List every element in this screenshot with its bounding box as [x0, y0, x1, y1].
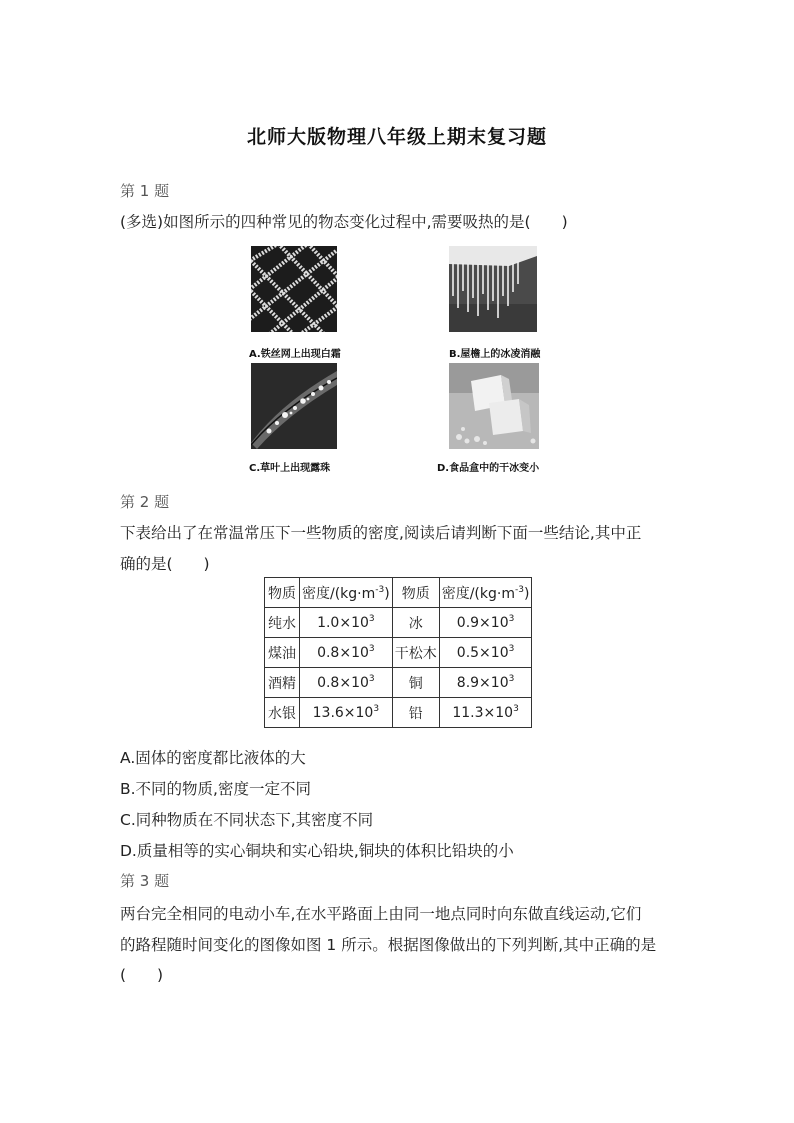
dew-on-grass-photo	[251, 363, 337, 449]
substance-cell: 铜	[392, 668, 439, 698]
substance-cell: 冰	[392, 608, 439, 638]
question-2-stem-line-1: 下表给出了在常温常压下一些物质的密度,阅读后请判断下面一些结论,其中正	[120, 524, 642, 542]
photo-caption-b: B.屋檐上的冰凌消融	[449, 349, 541, 360]
density-cell: $0.8\times 10^3$	[300, 668, 393, 698]
question-1-stem: (多选)如图所示的四种常见的物态变化过程中,需要吸热的是( )	[120, 213, 568, 231]
header-substance: 物质	[392, 578, 439, 608]
table-row	[265, 608, 532, 638]
header-substance: 物质	[265, 578, 300, 608]
density-cell: $0.5\times 10^3$	[439, 638, 532, 668]
question-3-heading: 第 3 题	[120, 872, 170, 890]
option-d: D.质量相等的实心铜块和实心铅块,铜块的体积比铅块的小	[120, 842, 514, 860]
melting-icicles-photo	[449, 246, 537, 332]
table-row	[265, 668, 532, 698]
option-b: B.不同的物质,密度一定不同	[120, 780, 311, 798]
question-1-heading: 第 1 题	[120, 182, 170, 200]
substance-cell: 铅	[392, 698, 439, 728]
density-cell: $8.9\times 10^3$	[439, 668, 532, 698]
page-title: 北师大版物理八年级上期末复习题	[246, 126, 547, 148]
header-density: 密度$/(kg\cdot m^{-3})$	[300, 578, 393, 608]
density-cell: $13.6\times 10^3$	[300, 698, 393, 728]
question-3-stem-line-2: 的路程随时间变化的图像如图 1 所示。根据图像做出的下列判断,其中正确的是	[120, 936, 657, 954]
option-a: A.固体的密度都比液体的大	[120, 749, 306, 767]
question-3-stem-line-3: ( )	[120, 966, 164, 984]
substance-cell: 水银	[265, 698, 300, 728]
density-cell: $0.9\times 10^3$	[439, 608, 532, 638]
density-table	[264, 577, 532, 728]
option-c: C.同种物质在不同状态下,其密度不同	[120, 811, 374, 829]
photo-caption-d: D.食品盒中的干冰变小	[437, 463, 540, 474]
substance-cell: 酒精	[265, 668, 300, 698]
substance-cell: 干松木	[392, 638, 439, 668]
question-3-stem-line-1: 两台完全相同的电动小车,在水平路面上由同一地点同时向东做直线运动,它们	[120, 905, 642, 923]
substance-cell: 煤油	[265, 638, 300, 668]
frost-wire-mesh-photo	[251, 246, 337, 332]
density-cell: $1.0\times 10^3$	[300, 608, 393, 638]
table-header-row	[265, 578, 532, 608]
question-2-heading: 第 2 题	[120, 493, 170, 511]
photo-caption-a: A.铁丝网上出现白霜	[249, 349, 341, 360]
header-density: 密度$/(kg\cdot m^{-3})$	[439, 578, 532, 608]
dry-ice-photo	[449, 363, 539, 449]
table-row	[265, 638, 532, 668]
substance-cell: 纯水	[265, 608, 300, 638]
photo-caption-c: C.草叶上出现露珠	[249, 463, 331, 474]
density-cell: $0.8\times 10^3$	[300, 638, 393, 668]
table-row	[265, 698, 532, 728]
question-2-stem-line-2: 确的是( )	[120, 555, 210, 573]
density-cell: $11.3\times 10^3$	[439, 698, 532, 728]
